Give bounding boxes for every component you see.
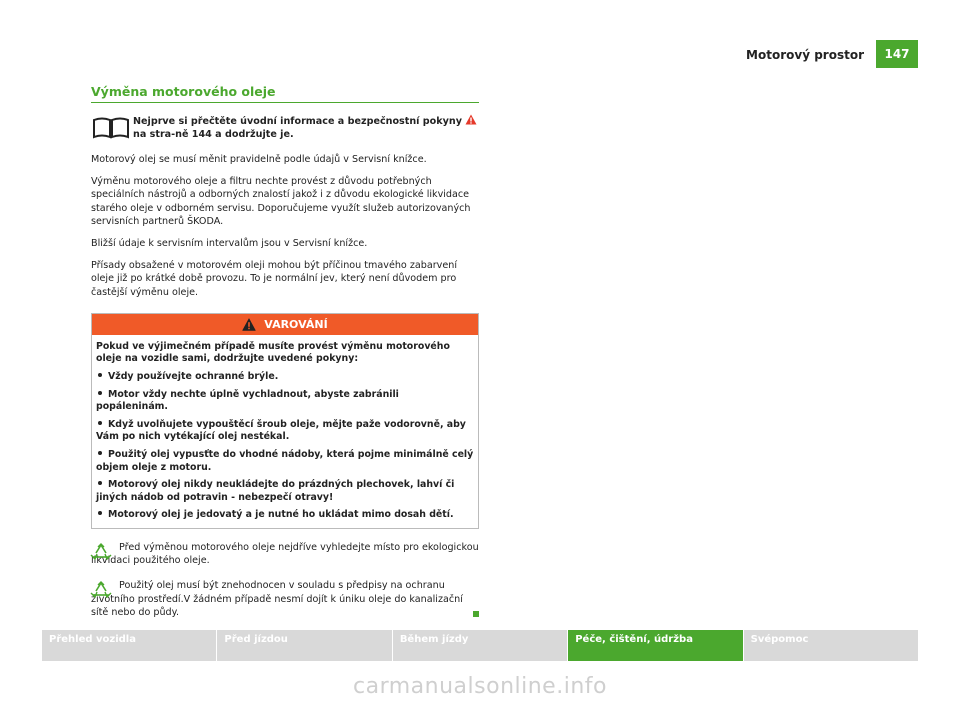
nav-tab-prehled-vozidla[interactable]: Přehled vozidla <box>42 630 216 661</box>
environment-note-text: Před výměnou motorového oleje nejdříve vyhledejte místo pro ekologickou likvidaci použitého oleje. <box>91 541 479 567</box>
article-title: Výměna motorového oleje <box>91 84 479 103</box>
chapter-navigation <box>42 630 918 661</box>
nav-tab-behem-jizdy[interactable]: Během jízdy <box>393 630 567 661</box>
watermark: carmanualsonline.info <box>353 674 607 699</box>
warning-item: Použitý olej vypusťte do vhodné nádoby, která pojme minimálně celý objem oleje z motoru. <box>96 448 474 473</box>
bullet-icon <box>98 451 102 455</box>
book-icon <box>91 116 131 140</box>
warning-item: Motor vždy nechte úplně vychladnout, abyste zabránili popáleninám. <box>96 388 399 413</box>
bullet-icon <box>98 481 102 485</box>
warning-title: VAROVÁNÍ <box>264 317 328 331</box>
paragraph-4: Přísady obsažené v motorovém oleji mohou být příčinou tmavého zabarvení oleje již po krátké době provozu. To je normální jev, který není důvodem pro častější výměnu oleje. <box>91 260 458 298</box>
page-number: 147 <box>876 40 918 68</box>
warning-header <box>92 314 478 335</box>
paragraph-2: Výměnu motorového oleje a filtru nechte provést z důvodu potřebných speciálních nástrojů a odborných znalostí jakož i z důvodu ekologické likvidace starého oleje v odborném servisu. Doporučujeme využít služeb autorizovaných servisních partnerů ŠKODA. <box>91 176 471 227</box>
bullet-icon <box>98 421 102 425</box>
paragraph-1: Motorový olej se musí měnit pravidelně podle údajů v Servisní knížce. <box>91 154 427 165</box>
warning-item: Motorový olej je jedovatý a je nutné ho ukládat mimo dosah dětí. <box>96 509 474 522</box>
read-first-text-after: na stra-ně 144 a dodržujte je. <box>133 129 294 140</box>
environment-note-text: Použitý olej musí být znehodnocen v souladu s předpisy na ochranu životního prostředí.V žádném případě nesmí dojít k úniku oleje do kanalizační sítě nebo do půdy. <box>91 580 463 618</box>
bullet-icon <box>98 511 102 515</box>
warning-triangle-icon <box>465 114 477 125</box>
section-end-marker <box>473 611 479 617</box>
environment-note-2 <box>91 579 479 619</box>
read-first-note <box>91 114 479 141</box>
warning-item: Motorový olej nikdy neukládejte do prázdných plechovek, lahví či jiných nádob od potravin - nebezpečí otravy! <box>96 479 455 503</box>
warning-body <box>92 335 478 528</box>
warning-box <box>91 313 479 529</box>
nav-tab-pece-cisteni-udrzba[interactable]: Péče, čištění, údržba <box>568 630 742 661</box>
read-first-text <box>131 114 479 141</box>
bullet-icon <box>98 391 102 395</box>
read-first-text-before: Nejprve si přečtěte úvodní informace a bezpečnostní pokyny <box>133 116 462 127</box>
warning-intro: Pokud ve výjimečném případě musíte provést výměnu motorového oleje na vozidle sami, dodržujte uvedené pokyny: <box>96 340 450 365</box>
header-section-title: Motorový prostor <box>746 48 864 62</box>
paragraph-3: Bližší údaje k servisním intervalům jsou v Servisní knížce. <box>91 238 368 250</box>
nav-tab-pred-jizdou[interactable]: Před jízdou <box>217 630 391 661</box>
recycling-icon <box>89 581 113 599</box>
warning-item: Když uvolňujete vypouštěcí šroub oleje, mějte paže vodorovně, aby Vám po nich vytékající olej nestékal. <box>96 418 466 443</box>
warning-triangle-icon <box>242 318 256 331</box>
recycling-icon <box>89 543 113 561</box>
nav-tab-svepomoc[interactable]: Svépomoc <box>744 630 918 661</box>
bullet-icon <box>98 373 102 377</box>
content-column <box>91 84 479 619</box>
warning-item: Vždy používejte ochranné brýle. <box>96 371 474 384</box>
environment-note-1 <box>91 541 479 567</box>
